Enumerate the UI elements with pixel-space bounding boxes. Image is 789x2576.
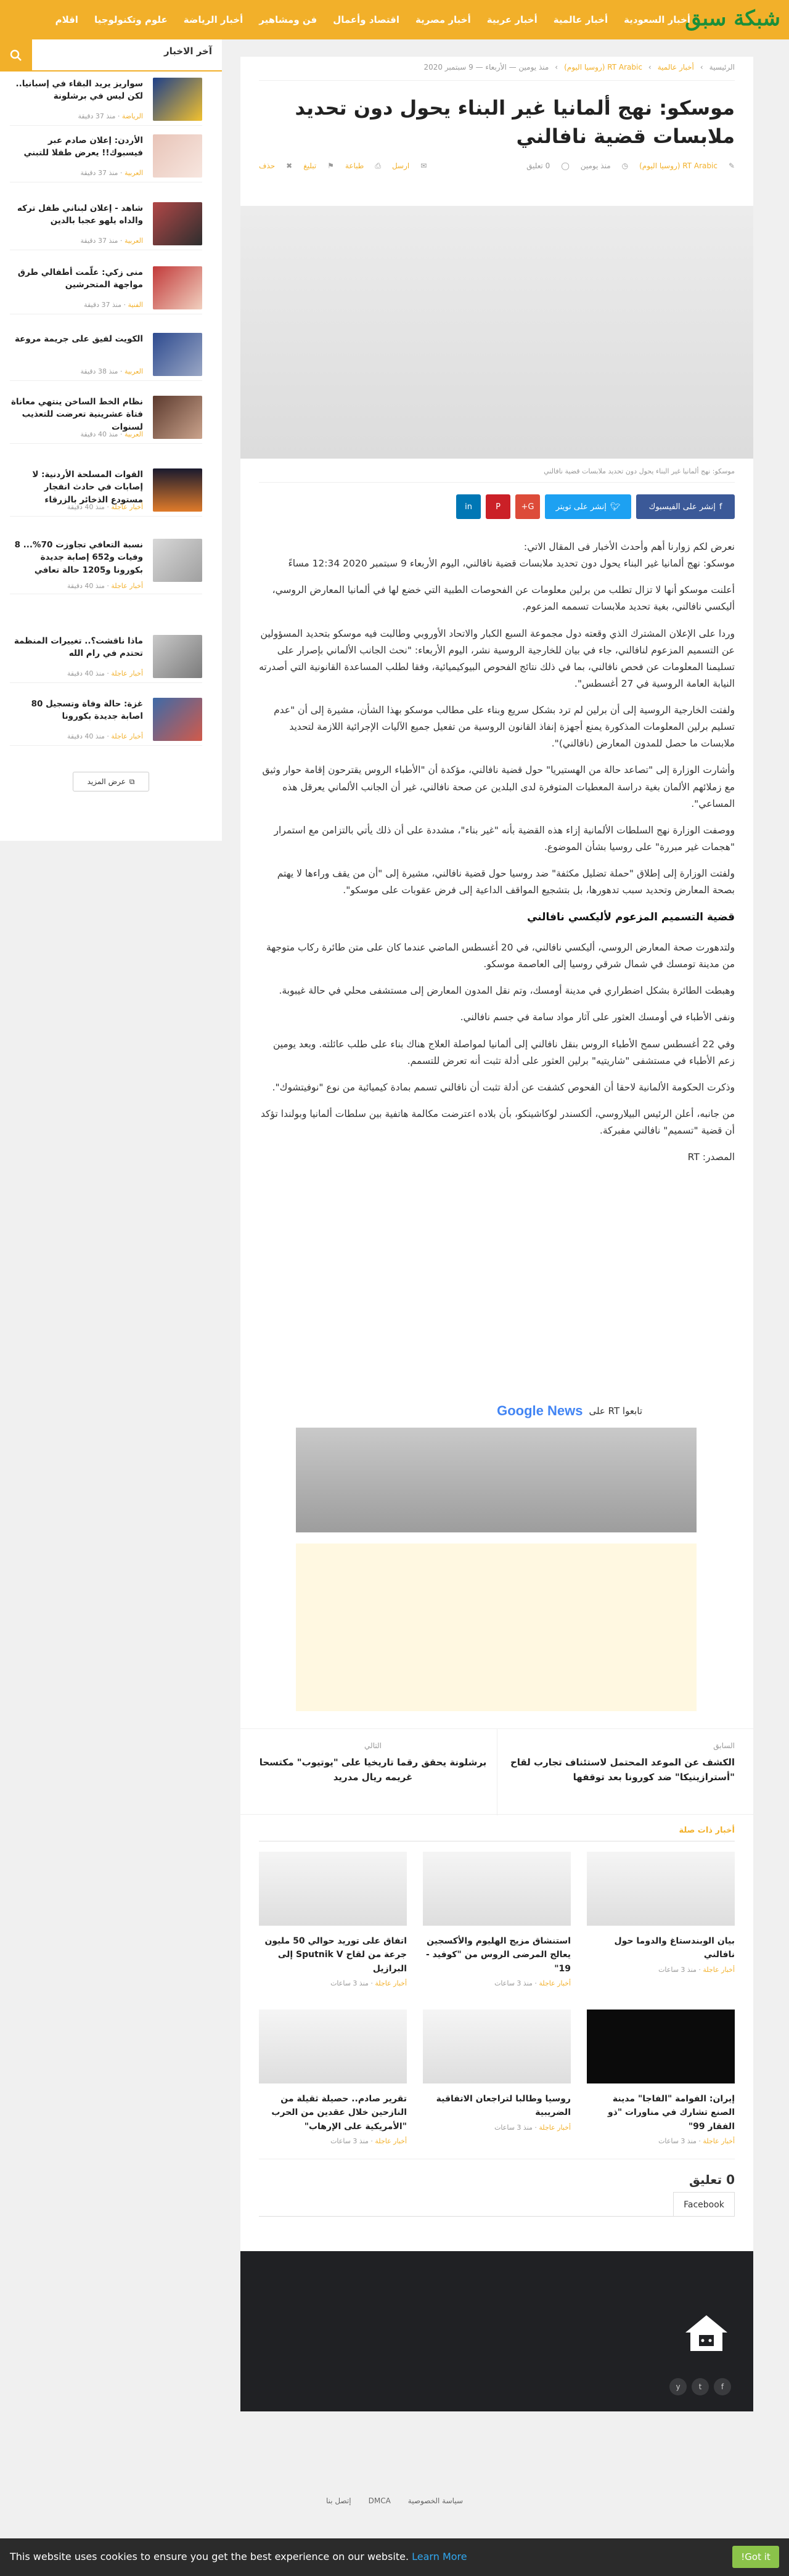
related-card-title[interactable]: بيان الوبندستاغ والدوما حول نافالني xyxy=(614,1936,735,1960)
follow-text: تابعوا RT على xyxy=(589,1405,642,1417)
breadcrumb-source[interactable]: RT Arabic (روسيا اليوم) xyxy=(564,63,642,72)
share-twitter-label: إنشر على تويتر xyxy=(555,502,607,512)
news-meta: العربية · منذ 37 دقيقة xyxy=(80,237,143,245)
news-thumbnail[interactable] xyxy=(153,202,202,245)
search-icon xyxy=(10,49,22,62)
flag-icon: ⚑ xyxy=(327,162,334,170)
news-time: منذ 38 دقيقة xyxy=(80,367,118,375)
related-card[interactable] xyxy=(587,1852,735,1974)
news-time: منذ 40 دقيقة xyxy=(67,732,105,740)
google-plus-icon: G+ xyxy=(521,502,534,512)
paragraph: ولفتت الخارجية الروسية إلى أن برلين لم ترد بشكل سريع وبناء على مطالب موسكو بهذا الشأن، مشيرة إلى أن "عدم تسليم برلين المعلومات المذكورة يمنع أجهزة إنفاذ القانون الروسية من تفعيل جميع الآليات الإجرائية اللازمة لتحديد ملابسات ما حصل للمدون المعارض (نافالني)". xyxy=(274,705,735,750)
article-date: منذ يومين xyxy=(580,162,611,170)
contact-link[interactable]: إتصل بنا xyxy=(325,2496,351,2505)
nav-item-sports[interactable]: أخبار الرياضة xyxy=(183,14,243,25)
news-thumbnail[interactable] xyxy=(153,539,202,582)
share-facebook-button[interactable] xyxy=(636,494,735,519)
news-thumbnail[interactable] xyxy=(153,396,202,439)
news-time: منذ 37 دقيقة xyxy=(78,112,116,120)
comment-icon: ◯ xyxy=(561,162,570,170)
paragraph: وهبطت الطائرة بشكل اضطراري في مدينة أومسك، وتم نقل المدون المعارض إلى مستشفى محلي في حالة غيبوبة. xyxy=(279,985,735,997)
related-card-time: منذ 3 ساعات xyxy=(658,1965,697,1974)
news-meta: أخبار عاجلة · منذ 40 دقيقة xyxy=(67,732,143,740)
print-link[interactable]: طباعة xyxy=(345,162,364,170)
clock-icon: ◷ xyxy=(621,162,629,170)
news-category: أخبار عاجلة xyxy=(111,582,143,590)
top-bar xyxy=(0,0,789,39)
article-source-label: المصدر: RT xyxy=(687,1151,735,1163)
related-thumbnail[interactable] xyxy=(423,1852,571,1926)
related-card-title[interactable]: روسيا وطالبا لتراجعان الاتفاقية الضريبية xyxy=(436,2094,571,2118)
list-item[interactable] xyxy=(10,535,202,594)
list-item[interactable] xyxy=(10,694,202,746)
news-thumbnail[interactable] xyxy=(153,698,202,741)
breadcrumb: الرئيسية › أخبار عالمية › RT Arabic (روسيا اليوم) › منذ يومين — الأربعاء — 9 سبتمبر 2020 xyxy=(423,63,735,72)
main-nav xyxy=(55,0,690,39)
breadcrumb-date: منذ يومين — الأربعاء — 9 سبتمبر 2020 xyxy=(423,63,549,72)
footer-logo[interactable] xyxy=(682,2310,731,2362)
list-item[interactable] xyxy=(10,392,202,444)
related-card-meta: أخبار عاجلة · منذ 3 ساعات xyxy=(494,1979,571,1988)
external-link-icon: ⧉ xyxy=(129,777,135,786)
article-source[interactable]: RT Arabic (روسيا اليوم) xyxy=(639,162,717,170)
related-card[interactable] xyxy=(587,2010,735,2145)
related-card-meta: أخبار عاجلة · منذ 3 ساعات xyxy=(658,2137,735,2146)
google-news-logo[interactable]: Google News xyxy=(497,1403,583,1418)
related-card-time: منذ 3 ساعات xyxy=(494,2123,533,2132)
paragraph: نعرض لكم زوارنا أهم وأحدث الأخبار فى المقال الاتي: موسكو: نهج ألمانيا غير البناء يحول دون تحديد ملابسات قضية نافالني، اليوم الأربعاء 9 سبتمبر 2020 12:34 مساءً xyxy=(288,541,735,570)
google-news-follow[interactable] xyxy=(497,1403,642,1419)
news-title[interactable]: غزة: حالة وفاة وتسجيل 80 اصابة جديدة بكورونا xyxy=(31,699,143,722)
breadcrumb-home[interactable]: الرئيسية xyxy=(709,63,735,72)
share-pinterest-button[interactable] xyxy=(486,494,510,519)
news-meta: أخبار عاجلة · منذ 40 دقيقة xyxy=(67,582,143,590)
dmca-link[interactable]: DMCA xyxy=(368,2496,391,2505)
news-thumbnail[interactable] xyxy=(153,78,202,121)
search-button[interactable] xyxy=(0,39,32,72)
paragraph: وأشارت الوزارة إلى "تصاعد حالة من الهستيريا" حول قضية نافالني، مؤكدة أن "الأطباء الروس يقترحون إقامة حوار وثيق مع زملائهم الألمان بغية دراسة المعطيات المتوفرة لدى البلدين عن صحة نافالني، غير أن الجانب الألماني يعرقل هذه المساعي". xyxy=(262,764,735,809)
news-category: العربية xyxy=(124,430,143,438)
share-facebook-label: إنشر على الفيسبوك xyxy=(648,502,716,512)
news-title[interactable]: الكويت لفيق على جريمة مروعة xyxy=(14,334,143,344)
related-card-title[interactable]: تقرير صادم.. حصيلة ثقيلة من النازحين خلال عقدين من الحرب "الأمريكية على الإرهاب" xyxy=(271,2094,407,2132)
show-more-label: عرض المزيد xyxy=(87,777,126,786)
news-time: منذ 40 دقيقة xyxy=(80,430,118,438)
facebook-icon: f xyxy=(719,502,722,512)
paragraph: وذكرت الحكومة الألمانية لاحقا أن الفحوص كشفت عن أدلة تثبت أن نافالني تسمم بمادة كيميائية من نوع "نوفيتشوك". xyxy=(272,1081,735,1093)
sidebar-title: آخر الاخبار xyxy=(0,39,222,72)
site-logo[interactable]: شبكة سبق xyxy=(685,6,780,31)
share-twitter-button[interactable] xyxy=(545,494,631,519)
nav-item-egypt[interactable]: أخبار مصرية xyxy=(415,14,471,25)
divider xyxy=(259,2216,735,2217)
next-post-link[interactable] xyxy=(259,1741,487,1785)
related-thumbnail[interactable] xyxy=(587,1852,735,1926)
article-subheading: قضية التسميم المزعوم لأليكسي نافالني xyxy=(526,911,735,924)
news-meta: الفنية · منذ 37 دقيقة xyxy=(84,301,143,309)
related-thumbnail[interactable] xyxy=(259,1852,407,1926)
news-thumbnail[interactable] xyxy=(153,635,202,678)
share-google-plus-button[interactable] xyxy=(515,494,540,519)
cookie-accept-button[interactable]: Got it! xyxy=(732,2546,779,2568)
facebook-comments-tab[interactable]: Facebook xyxy=(673,2192,735,2217)
print-icon: ⎙ xyxy=(375,162,381,170)
house-logo-icon xyxy=(682,2310,731,2360)
news-time: منذ 40 دقيقة xyxy=(67,669,105,677)
show-more-button[interactable] xyxy=(73,772,149,791)
share-linkedin-button[interactable] xyxy=(456,494,481,519)
share-buttons xyxy=(456,494,735,519)
nav-item-saudi[interactable]: أخبار السعودية xyxy=(624,14,690,25)
news-meta: العربية · منذ 40 دقيقة xyxy=(80,430,143,438)
next-label: التالي xyxy=(364,1741,382,1750)
privacy-policy-link[interactable]: سياسة الخصوصية xyxy=(407,2496,464,2505)
nav-item-arab[interactable]: أخبار عربية xyxy=(486,14,538,25)
pinterest-icon: P xyxy=(496,502,501,512)
related-card-time: منذ 3 ساعات xyxy=(330,2137,369,2146)
cookie-banner xyxy=(0,2538,789,2576)
related-card-meta: أخبار عاجلة · منذ 3 ساعات xyxy=(494,2123,571,2132)
related-card-title[interactable]: إيران: الفوامة "الفاجا" مدينة الصنع تشارك في مناورات "ذو الفقار 99" xyxy=(607,2094,735,2132)
article-actions xyxy=(259,162,427,171)
related-title-label: أخبار ذات صلة xyxy=(679,1826,735,1835)
nav-item-opinions[interactable]: اقلام xyxy=(55,14,78,25)
previous-post-link[interactable] xyxy=(507,1741,735,1785)
footer-links xyxy=(0,2496,789,2505)
related-card-time: منذ 3 ساعات xyxy=(658,2137,697,2146)
paragraph: ولفتت الوزارة إلى إطلاق "حملة تضليل مكثفة" ضد روسيا حول قضية نافالني، مشيرة إلى "أن من يقف وراءها لا يهتم بصحة المعارض وتحديد سبب تدهورها، بل بتشجيع المواقف الداعية إلى فرض عقوبات على موسكو". xyxy=(277,868,735,896)
next-title[interactable]: برشلونة يحقق رقما تاريخيا على "يوتيوب" مكتسحا غريمه ريال مدريد xyxy=(259,1757,487,1783)
twitter-icon: 🐦︎ xyxy=(610,502,621,512)
news-category: أخبار عاجلة xyxy=(111,732,143,740)
learn-more-link[interactable]: Learn More xyxy=(412,2551,467,2562)
related-card-meta: أخبار عاجلة · منذ 3 ساعات xyxy=(330,1979,407,1988)
list-item[interactable] xyxy=(10,263,202,314)
twitter-icon[interactable]: t xyxy=(692,2378,709,2395)
cookie-message: This website uses cookies to ensure you get the best experience on our website. xyxy=(10,2551,409,2562)
news-thumbnail[interactable] xyxy=(153,134,202,178)
news-title[interactable]: سواريز يريد البقاء في إسبانيا.. لكن ليس في برشلونة xyxy=(15,79,143,102)
previous-label: السابق xyxy=(713,1741,735,1750)
paragraph: ولتدهورت صحة المعارض الروسي، أليكسي نافالني، في 20 أغسطس الماضي عندما كان على متن طائرة ركاب متوجهة من مدينة تومسك في شمال شرقي روسيا إلى العاصمة موسكو. xyxy=(266,942,735,970)
list-item[interactable] xyxy=(10,465,202,517)
youtube-icon[interactable]: y xyxy=(669,2378,687,2395)
related-card-category: أخبار عاجلة xyxy=(375,1979,407,1988)
source-icon: ✎ xyxy=(728,162,735,170)
related-card[interactable] xyxy=(259,2010,407,2145)
paragraph: من جانبه، أعلن الرئيس البيلاروسي، ألكسندر لوكاشينكو، بأن بلاده اعترضت مكالمة هاتفية بين سلطات ألمانيا وبولندا تؤكد أن قضية "تسميم" نافالني مفبركة. xyxy=(261,1108,735,1136)
report-link[interactable]: تبليغ xyxy=(303,162,317,170)
page-title: موسكو: نهج ألمانيا غير البناء يحول دون تحديد ملابسات قضية نافالني xyxy=(295,96,735,149)
related-thumbnail[interactable] xyxy=(259,2010,407,2083)
related-thumbnail[interactable] xyxy=(423,2010,571,2083)
linkedin-icon: in xyxy=(465,502,472,512)
facebook-icon[interactable]: f xyxy=(714,2378,731,2395)
related-card-category: أخبار عاجلة xyxy=(375,2137,407,2146)
news-title[interactable]: نظام الخط الساخن ينتهي معاناة فتاة عشرينية تعرضت للتعذيب لسنوات xyxy=(10,397,143,432)
related-card-category: أخبار عاجلة xyxy=(539,2123,571,2132)
article-comments-count[interactable]: 0 تعليق xyxy=(526,162,550,170)
paragraph: ونفى الأطباء في أومسك العثور على آثار مواد سامة في جسم نافالني. xyxy=(460,1012,735,1023)
news-meta: أخبار عاجلة · منذ 40 دقيقة xyxy=(67,669,143,677)
delete-icon: ✖ xyxy=(286,162,293,170)
related-card[interactable] xyxy=(259,1852,407,1987)
advertisement-slot[interactable] xyxy=(296,1544,697,1711)
news-meta: العربية · منذ 37 دقيقة xyxy=(80,169,143,177)
related-card-category: أخبار عاجلة xyxy=(703,1965,735,1974)
news-category: الفنية xyxy=(128,301,143,309)
related-card[interactable] xyxy=(423,2010,571,2132)
news-time: منذ 37 دقيقة xyxy=(80,169,118,177)
news-thumbnail[interactable] xyxy=(153,333,202,376)
news-thumbnail[interactable] xyxy=(153,468,202,512)
news-meta: العربية · منذ 38 دقيقة xyxy=(80,367,143,375)
footer xyxy=(240,2251,753,2411)
footer-social xyxy=(669,2378,731,2395)
news-thumbnail[interactable] xyxy=(153,266,202,309)
list-item[interactable] xyxy=(10,131,202,182)
article-hero-image xyxy=(240,206,753,459)
related-card-category: أخبار عاجلة xyxy=(539,1979,571,1988)
latest-news-sidebar xyxy=(0,39,222,841)
list-item[interactable] xyxy=(10,329,202,381)
cookie-text-wrap xyxy=(10,2551,467,2562)
paragraph: أعلنت موسكو أنها لا تزال تطلب من برلين معلومات عن الفحوصات الطبية التي خضع لها في ألمانيا المعارض الروسي، أليكسي نافالني، بغية تحديد ملابسات تسممه المزعوم. xyxy=(272,584,735,613)
nav-item-celebs[interactable]: فن ومشاهير xyxy=(259,14,317,25)
news-time: منذ 37 دقيقة xyxy=(80,237,118,245)
related-thumbnail[interactable] xyxy=(587,2010,735,2083)
related-card-meta: أخبار عاجلة · منذ 3 ساعات xyxy=(330,2137,407,2146)
article-container xyxy=(240,57,753,2411)
news-meta: الرياضة · منذ 37 دقيقة xyxy=(78,112,143,120)
related-card-title[interactable]: اتفاق على توريد حوالي 50 مليون جرعة من لقاح Sputnik V إلى البرازيل xyxy=(264,1936,407,1974)
nav-item-world[interactable]: أخبار عالمية xyxy=(553,14,608,25)
news-title[interactable]: شاهد - إعلان لبناني طفل تركه والداه يلهو عجبا بالدين xyxy=(17,203,143,226)
news-time: منذ 40 دقيقة xyxy=(67,503,105,511)
news-title[interactable]: نسبة التعافي تجاوزت 70%... 8 وفيات و652 إصابة جديدة بكورونا و1205 حالة تعافي xyxy=(14,540,143,575)
related-card-title[interactable]: استنشاق مزيج الهليوم والأكسجين يعالج المرضى الروس من "كوفيد - 19" xyxy=(425,1936,571,1974)
divider xyxy=(259,80,735,81)
paragraph: وردا على الإعلان المشترك الذي وقعته دول مجموعة السبع الكبار والاتحاد الأوروبي وطالبت فيه موسكو بتحديد المسؤولين عن التسميم المزعوم لنافالني، جاء في بيان للخارجية الروسية نشر، اليوم الأربعاء: "نحث الجانب الألماني بإصرار على تسليمنا المعلومات عن فحص نافالني، بما في ذلك نتائج الفحوص البيوكيميائية، وفقا لطلب المساعدة القانونية التي أصدرته النيابة العامة الروسية في 27 أغسطس". xyxy=(259,628,735,689)
list-item[interactable] xyxy=(10,198,202,250)
news-category: العربية xyxy=(124,237,143,245)
news-category: أخبار عاجلة xyxy=(111,503,143,511)
related-card-category: أخبار عاجلة xyxy=(703,2137,735,2146)
news-category: أخبار عاجلة xyxy=(111,669,143,677)
related-card-time: منذ 3 ساعات xyxy=(494,1979,533,1988)
related-card-time: منذ 3 ساعات xyxy=(330,1979,369,1988)
comments-title: 0 تعليق xyxy=(689,2172,735,2187)
related-card-meta: أخبار عاجلة · منذ 3 ساعات xyxy=(658,1965,735,1974)
news-meta: أخبار عاجلة · منذ 40 دقيقة xyxy=(67,503,143,511)
nav-item-economy[interactable]: اقتصاد وأعمال xyxy=(333,14,400,25)
related-news-title xyxy=(679,1826,735,1835)
news-title[interactable]: ماذا ناقشت؟.. تغييرات المنظمة تحتدم في رام الله xyxy=(14,636,143,659)
news-title[interactable]: الأردن: إعلان صادم عبر فيسبوك!! يعرض طفلا للتبني xyxy=(23,136,143,158)
news-time: منذ 40 دقيقة xyxy=(67,582,105,590)
previous-title[interactable]: الكشف عن الموعد المحتمل لاستئناف تجارب لقاح "أسترازينيكا" ضد كورونا بعد توقفها xyxy=(510,1757,735,1783)
advertisement-banner[interactable] xyxy=(296,1428,697,1532)
image-caption: موسكو: نهج ألمانيا غير البناء يحول دون تحديد ملابسات قضية نافالني xyxy=(544,467,735,475)
news-title[interactable]: القوات المسلحة الأردنية: لا إصابات في حادث انفجار مستودع الذخائر بالزرقاء xyxy=(32,470,143,505)
breadcrumb-category[interactable]: أخبار عالمية xyxy=(657,63,694,72)
list-item[interactable] xyxy=(10,631,202,683)
post-navigation xyxy=(240,1728,753,1815)
news-category: الرياضة xyxy=(121,112,143,120)
delete-link[interactable]: حذف xyxy=(259,162,276,170)
paragraph: ووصفت الوزارة نهج السلطات الألمانية إزاء هذه القضية بأنه "غير بناء"، مشددة على أن ذلك يأتي بالتزامن مع استمرار "هجمات غير مبررة" على روسيا بشأن الموضوع. xyxy=(274,824,735,853)
list-item[interactable] xyxy=(10,74,202,126)
mail-icon: ✉ xyxy=(420,162,427,170)
divider xyxy=(259,482,735,483)
paragraph: وفي 22 أغسطس سمح الأطباء الروس بنقل نافالني إلى ألمانيا لمواصلة العلاج هناك بناء على طلب عائلته. وبعد يومين زعم الأطباء في مستشفى "شاريتيه" برلين العثور على أدلة تثبت أنه تعرض للتسمم. xyxy=(272,1038,735,1066)
related-card[interactable] xyxy=(423,1852,571,1987)
article-meta xyxy=(526,162,735,170)
news-category: العربية xyxy=(124,169,143,177)
article-body xyxy=(259,539,735,1176)
send-link[interactable]: ارسل xyxy=(391,162,410,170)
divider xyxy=(259,1841,735,1842)
news-time: منذ 37 دقيقة xyxy=(84,301,121,309)
news-title[interactable]: منى زكي: علّمت أطفالي طرق مواجهة المتحرشين xyxy=(17,268,143,290)
nav-item-tech[interactable]: علوم وتكنولوجيا xyxy=(94,14,168,25)
news-category: العربية xyxy=(124,367,143,375)
